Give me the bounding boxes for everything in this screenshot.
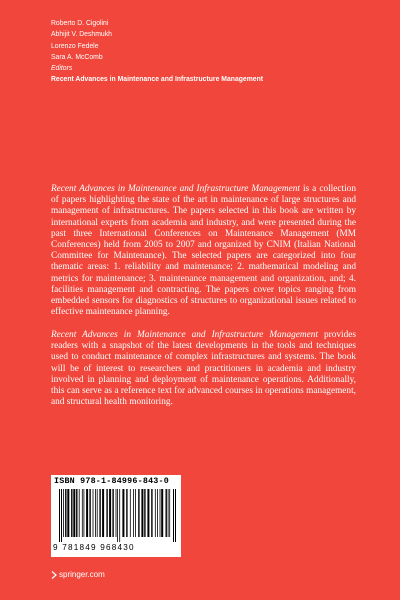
- barcode-bar: [99, 489, 100, 537]
- barcode-bar: [141, 489, 143, 537]
- barcode-bar: [116, 489, 117, 537]
- isbn-label: ISBN 978-1-84996-843-0: [54, 476, 169, 486]
- editors-block: [51, 17, 339, 85]
- book-title-italic: Recent Advances in Maintenance and Infrastructure Management: [51, 330, 318, 340]
- paragraph-text: provides readers with a snapshot of the latest developments in the tools and techniques used to conduct maintenance of complex infrastructures and systems. The book will be of interest to researchers and practitioners in academia and industry involved in planning and deployment of maintenance operations. Additionally, this can serve as a reference text for advanced courses in operations management, and structural health monitoring.: [51, 330, 356, 408]
- barcode-bar: [63, 489, 64, 537]
- barcode-bar: [173, 489, 174, 542]
- editor-name: Roberto D. Cigolini: [51, 18, 109, 27]
- barcode-bar: [61, 489, 62, 542]
- editor-name: Abhijit V. Deshmukh: [51, 29, 112, 39]
- barcode-bar: [151, 489, 152, 537]
- description-paragraph-2: [51, 330, 356, 408]
- barcode-bar: [102, 489, 104, 537]
- barcode-bar: [169, 489, 170, 537]
- editor-name: Sara A. McComb: [51, 51, 103, 61]
- book-title: Recent Advances in Maintenance and Infrastructure Management: [51, 74, 264, 84]
- description-paragraph-1: [51, 184, 356, 318]
- barcode-bar: [157, 489, 158, 537]
- editor-name: Lorenzo Fedele: [51, 40, 99, 50]
- barcode-bar: [97, 489, 98, 537]
- barcode-bar: [71, 489, 72, 537]
- barcode-bar: [144, 489, 145, 537]
- barcode-bar: [168, 489, 169, 537]
- barcode-bar: [130, 489, 131, 537]
- barcode-bar: [135, 489, 136, 537]
- barcode-image: [59, 489, 177, 542]
- barcode-bar: [175, 489, 176, 542]
- barcode-bar: [133, 489, 134, 537]
- barcode-bar: [76, 489, 77, 537]
- barcode-bar: [106, 489, 107, 537]
- barcode-digits: 9 781849 968430: [53, 543, 135, 552]
- barcode-bar: [65, 489, 66, 537]
- barcode-bar: [126, 489, 127, 537]
- barcode-bar: [138, 489, 139, 537]
- barcode-bar: [112, 489, 113, 537]
- barcode-bar: [84, 489, 85, 537]
- barcode-bar: [160, 489, 161, 537]
- barcode-bar: [95, 489, 96, 537]
- barcode-bar: [122, 489, 124, 537]
- paragraph-text: is a collection of papers highlighting the state of the art in maintenance of large structures and management of infrastructures. The papers selected in this book are written by international experts from academia and industry, and were presented during the past three International Conferences on Maintenance Management (MM Conferences) held from 2005 to 2007 and organized by CNIM (Italian National Committee for Maintenance). The selected papers are categorized into four thematic areas: 1. reliability and maintenance; 2. mathematical modeling and metrics for maintenance; 3. maintenance management and organization, and; 4. facilities management and contracting. The papers cover topics ranging from embedded sensors for diagnostics of structures to organizational issues related to effective maintenance planning.: [51, 184, 356, 318]
- chevron-right-icon: [51, 571, 57, 579]
- barcode-bar: [73, 489, 75, 537]
- barcode-bar: [86, 489, 88, 537]
- barcode-bar: [82, 489, 83, 537]
- book-title-italic: Recent Advances in Maintenance and Infrastructure Management: [51, 184, 300, 194]
- barcode-bar: [147, 489, 149, 537]
- barcode-bar: [155, 489, 156, 537]
- barcode-bar: [89, 489, 90, 537]
- barcode-bar: [67, 489, 69, 537]
- barcode-bar: [109, 489, 111, 537]
- barcode-bar: [166, 489, 167, 537]
- publisher-url: springer.com: [59, 570, 105, 579]
- barcode-bar: [117, 489, 118, 542]
- publisher-link[interactable]: [51, 570, 105, 579]
- barcode-bar: [79, 489, 80, 537]
- barcode-bar: [161, 489, 163, 537]
- barcode-panel: [51, 475, 181, 557]
- barcode-bar: [59, 489, 60, 542]
- barcode-bar: [93, 489, 94, 537]
- editors-role-label: Editors: [51, 63, 73, 73]
- barcode-bar: [119, 489, 120, 542]
